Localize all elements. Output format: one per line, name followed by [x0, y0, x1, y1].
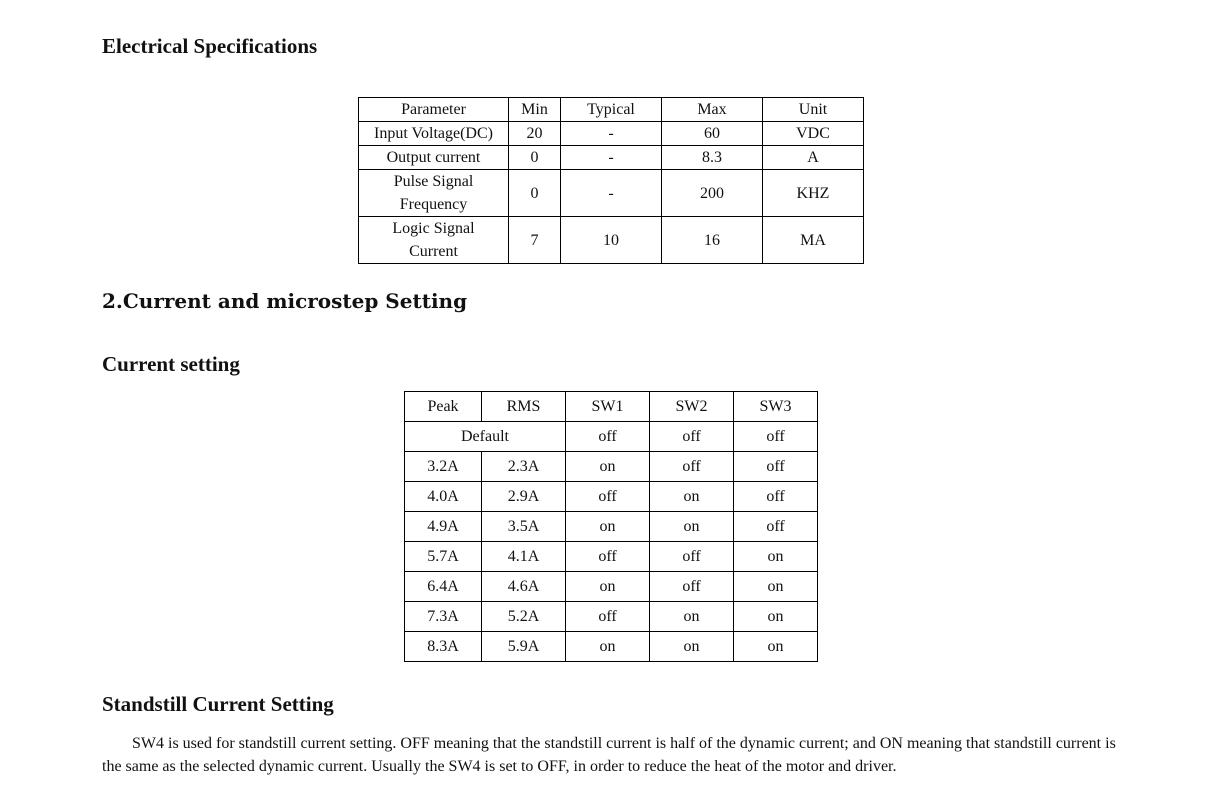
sw1-cell: off: [566, 542, 650, 572]
sw1-cell: on: [566, 632, 650, 662]
sw3-cell: on: [734, 542, 818, 572]
unit-cell: VDC: [763, 122, 864, 146]
header-cell: Max: [662, 98, 763, 122]
header-cell: Peak: [405, 392, 482, 422]
min-cell: 7: [509, 217, 561, 264]
sw1-cell: off: [566, 482, 650, 512]
table-row: [405, 482, 818, 512]
max-cell: 60: [662, 122, 763, 146]
header-cell: Typical: [561, 98, 662, 122]
param-cell: [359, 170, 509, 217]
header-cell: RMS: [482, 392, 566, 422]
rms-cell: 5.9A: [482, 632, 566, 662]
sw3-cell: on: [734, 572, 818, 602]
max-cell: 8.3: [662, 146, 763, 170]
table-row: [405, 632, 818, 662]
sw2-cell: on: [650, 602, 734, 632]
heading-current-setting: Current setting: [102, 352, 240, 376]
peak-cell: 8.3A: [405, 632, 482, 662]
sw2-cell: on: [650, 512, 734, 542]
unit-cell: MA: [763, 217, 864, 264]
sw2-cell: off: [650, 452, 734, 482]
sw3-cell: on: [734, 602, 818, 632]
param-cell: Output current: [359, 146, 509, 170]
rms-cell: 3.5A: [482, 512, 566, 542]
sw1-cell: on: [566, 452, 650, 482]
unit-cell: KHZ: [763, 170, 864, 217]
table-row: [405, 602, 818, 632]
heading-standstill-current-setting: Standstill Current Setting: [102, 692, 334, 716]
unit-cell: A: [763, 146, 864, 170]
max-cell: 16: [662, 217, 763, 264]
heading-current-microstep-setting: 2.Current and microstep Setting: [102, 289, 468, 313]
table-row: [359, 170, 864, 217]
default-row: [405, 422, 818, 452]
header-cell: Parameter: [359, 98, 509, 122]
param-line: Current: [409, 243, 458, 260]
sw2-cell: off: [650, 422, 734, 452]
rms-cell: 4.1A: [482, 542, 566, 572]
peak-cell: 4.0A: [405, 482, 482, 512]
table-row: [405, 452, 818, 482]
rms-cell: 5.2A: [482, 602, 566, 632]
sw2-cell: off: [650, 572, 734, 602]
typical-cell: -: [561, 122, 662, 146]
sw1-cell: on: [566, 572, 650, 602]
max-cell: 200: [662, 170, 763, 217]
standstill-paragraph: [102, 733, 1122, 778]
typical-cell: 10: [561, 217, 662, 264]
table-row: [405, 542, 818, 572]
rms-cell: 2.3A: [482, 452, 566, 482]
table-header-row: [359, 98, 864, 122]
header-cell: Unit: [763, 98, 864, 122]
sw1-cell: on: [566, 512, 650, 542]
default-label: Default: [405, 422, 566, 452]
param-line: Pulse Signal: [393, 173, 474, 190]
peak-cell: 3.2A: [405, 452, 482, 482]
sw3-cell: off: [734, 482, 818, 512]
peak-cell: 5.7A: [405, 542, 482, 572]
param-cell: [359, 217, 509, 264]
rms-cell: 4.6A: [482, 572, 566, 602]
typical-cell: -: [561, 146, 662, 170]
table-row: [359, 146, 864, 170]
sw2-cell: on: [650, 632, 734, 662]
sw3-cell: off: [734, 422, 818, 452]
sw2-cell: off: [650, 542, 734, 572]
rms-cell: 2.9A: [482, 482, 566, 512]
min-cell: 20: [509, 122, 561, 146]
table-header-row: [405, 392, 818, 422]
header-cell: SW2: [650, 392, 734, 422]
header-cell: SW1: [566, 392, 650, 422]
sw2-cell: on: [650, 482, 734, 512]
sw3-cell: on: [734, 632, 818, 662]
param-line: Logic Signal: [392, 220, 475, 237]
standstill-paragraph-text: SW4 is used for standstill current setting. OFF meaning that the standstill current is half of the dynamic current; and ON meaning that standstill current is the same as the selected dynamic current. Usually the SW4 is set to OFF, in order to reduce the heat of the motor and driver.: [102, 735, 1116, 775]
current-setting-table: [404, 391, 818, 662]
typical-cell: -: [561, 170, 662, 217]
heading-electrical-specifications: Electrical Specifications: [102, 34, 318, 58]
min-cell: 0: [509, 170, 561, 217]
sw1-cell: off: [566, 602, 650, 632]
header-cell: SW3: [734, 392, 818, 422]
electrical-spec-table: [358, 97, 864, 264]
peak-cell: 4.9A: [405, 512, 482, 542]
header-cell: Min: [509, 98, 561, 122]
sw1-cell: off: [566, 422, 650, 452]
peak-cell: 6.4A: [405, 572, 482, 602]
sw3-cell: off: [734, 512, 818, 542]
table-row: [405, 512, 818, 542]
sw3-cell: off: [734, 452, 818, 482]
table-row: [359, 217, 864, 264]
min-cell: 0: [509, 146, 561, 170]
peak-cell: 7.3A: [405, 602, 482, 632]
param-cell: Input Voltage(DC): [359, 122, 509, 146]
param-line: Frequency: [399, 196, 468, 213]
table-row: [405, 572, 818, 602]
table-row: [359, 122, 864, 146]
